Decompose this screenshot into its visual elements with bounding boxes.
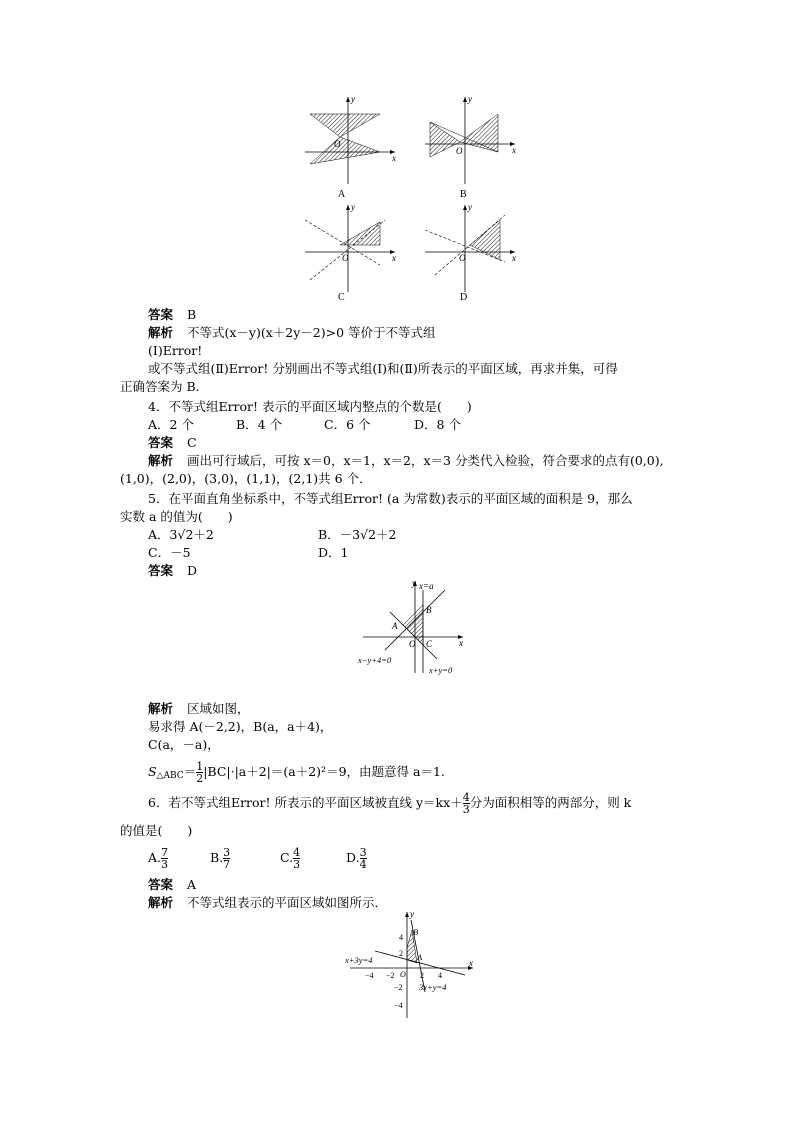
q6-stem-line1 [148,788,631,818]
q5-answer [148,562,197,580]
origin-label: O [409,639,416,649]
axis-x-label: x [459,638,463,648]
axis-x-label: x [469,958,473,968]
q6-stem-line2: 的值是( ) [120,823,193,838]
tick-x-minus2: −2 [386,971,395,980]
point-a-label: A [392,621,398,631]
q4-option-a: A．2 个 [148,417,194,432]
frac-den: 2 [196,771,204,785]
option-prefix: C. [280,850,294,865]
answer-value: D [187,563,198,578]
q5-option-b: B．－3√2＋2 [318,527,397,542]
tick-x-4: 4 [438,971,442,980]
figure-option-a [300,92,410,202]
area-rhs: |BC|·|a＋2|＝(a＋2)²＝9，由题意得 a＝1. [203,764,445,779]
analysis-text: 区域如图， [187,701,250,716]
axis-y-label: y [351,202,355,212]
area-subscript: △ABC [156,771,184,781]
q6-option-b [210,842,230,874]
axis-y-label: y [410,909,414,919]
option-prefix: D. [346,850,360,865]
frac-num: 3 [223,845,231,859]
point-b-label: B [413,927,419,937]
frac-den: 3 [462,802,470,816]
answer-label: 答案 [148,877,174,892]
origin-label: O [459,253,466,263]
line2-label: x+y=0 [429,665,453,675]
q5-stem-line2: 实数 a 的值为( ) [120,509,233,524]
frac-den: 4 [359,857,367,871]
analysis-text: 不等式(x－y)(x＋2y－2)>0 等价于不等式组 [187,325,436,340]
q6-region-figure [345,908,480,1020]
q3-analysis-line2: (Ⅰ)Error! [148,343,203,358]
tick-y-minus4: −4 [394,1001,403,1010]
tick-y-4: 4 [399,933,403,942]
answer-value: C [187,435,197,450]
axis-y-label: y [468,94,472,104]
analysis-label: 解析 [148,325,174,340]
axis-x-label: x [512,145,516,155]
q5-region-figure [355,575,475,680]
q5-area-formula [148,755,445,789]
stem-part2: 分为面积相等的两部分，则 k [469,795,632,810]
fig-label-b: B [460,189,467,200]
equals-sign: ＝ [183,764,197,779]
analysis-text: 不等式组表示的平面区域如图所示． [187,895,388,910]
analysis-label: 解析 [148,895,174,910]
q4-analysis [148,452,664,470]
analysis-label: 解析 [148,453,174,468]
tick-y-minus2: −2 [394,983,403,992]
axis-x-label: x [512,253,516,263]
axis-y-label: y [351,94,355,104]
answer-label: 答案 [148,307,174,322]
option-prefix: B. [210,850,224,865]
q3-answer [148,306,196,324]
tick-y-2: 2 [399,949,403,958]
frac-den: 3 [161,857,169,871]
analysis-label: 解析 [148,701,174,716]
q6-option-a [148,842,168,874]
q4-option-b: B．4 个 [236,417,283,432]
origin-label: O [400,970,406,979]
point-a-label: A [417,952,423,962]
q3-analysis [148,324,436,342]
fig-label-a: A [338,189,346,200]
q4-answer [148,434,197,452]
point-c-label: C [426,639,433,649]
q4-stem: 4．不等式组Error! 表示的平面区域内整点的个数是( ) [148,399,472,414]
figure-option-b [420,92,530,202]
frac-num: 3 [359,845,367,859]
option-fraction [293,847,300,870]
line-x-a-label: x=a [419,581,434,591]
frac-num: 1 [196,759,204,773]
q3-analysis-line4: 正确答案为 B. [120,379,200,394]
q6-option-c [280,842,300,874]
origin-label: O [456,146,463,156]
q5-analysis [148,700,250,718]
option-fraction [360,847,367,870]
area-symbol: S [148,764,157,779]
q4-analysis-line2: (1,0)，(2,0)，(3,0)，(1,1)，(2,1)共 6 个． [120,471,372,486]
fig-label-c: C [338,292,345,303]
origin-label: O [334,139,341,149]
figure-option-d [420,200,530,310]
q5-option-d: D．1 [318,545,349,560]
answer-label: 答案 [148,435,174,450]
fraction-four-thirds [463,792,470,815]
q4-option-d: D．8 个 [414,417,461,432]
frac-num: 7 [161,845,169,859]
axis-x-label: x [392,253,396,263]
axis-y-label: y [468,202,472,212]
q4-option-c: C．6 个 [324,417,371,432]
q5-option-a: A．3√2＋2 [148,527,214,542]
option-fraction [223,847,230,870]
q5-analysis-line2: 易求得 A(－2,2)，B(a，a＋4)， [148,719,333,734]
frac-den: 3 [293,857,301,871]
frac-num: 4 [462,790,470,804]
point-b-label: B [426,605,432,615]
answer-value: A [187,877,197,892]
q6-answer [148,876,196,894]
option-fraction [161,847,168,870]
axis-y-label: y [412,578,416,588]
q5-analysis-line3: C(a，－a)， [148,737,220,752]
frac-den: 7 [223,857,231,871]
figure-option-c [300,200,410,310]
axis-x-label: x [392,153,396,163]
line1-label: x−y+4=0 [358,655,392,665]
q5-option-c: C．－5 [148,545,191,560]
fraction-one-half [196,761,203,784]
answer-value: B [187,307,197,322]
line2-label: 3x+y=4 [419,982,447,992]
tick-x-minus4: −4 [365,971,374,980]
frac-num: 4 [293,845,301,859]
q5-stem-line1: 5．在平面直角坐标系中，不等式组Error! (a 为常数)表示的平面区域的面积是 9，那么 [148,491,633,506]
option-prefix: A. [148,850,162,865]
analysis-text: 画出可行域后，可按 x＝0，x＝1，x＝2，x＝3 分类代入检验，符合要求的点有(0,0), [187,453,664,468]
tick-x-2: 2 [420,971,424,980]
fig-label-d: D [460,292,468,303]
line1-label: x+3y=4 [345,955,373,965]
origin-label: O [342,253,349,263]
q3-analysis-line3: 或不等式组(Ⅱ)Error! 分别画出不等式组(Ⅰ)和(Ⅱ)所表示的平面区域，再求并集，可得 [148,361,618,376]
stem-part1: 6．若不等式组Error! 所表示的平面区域被直线 y＝kx＋ [148,795,463,810]
q6-option-d [346,842,367,874]
answer-label: 答案 [148,563,174,578]
